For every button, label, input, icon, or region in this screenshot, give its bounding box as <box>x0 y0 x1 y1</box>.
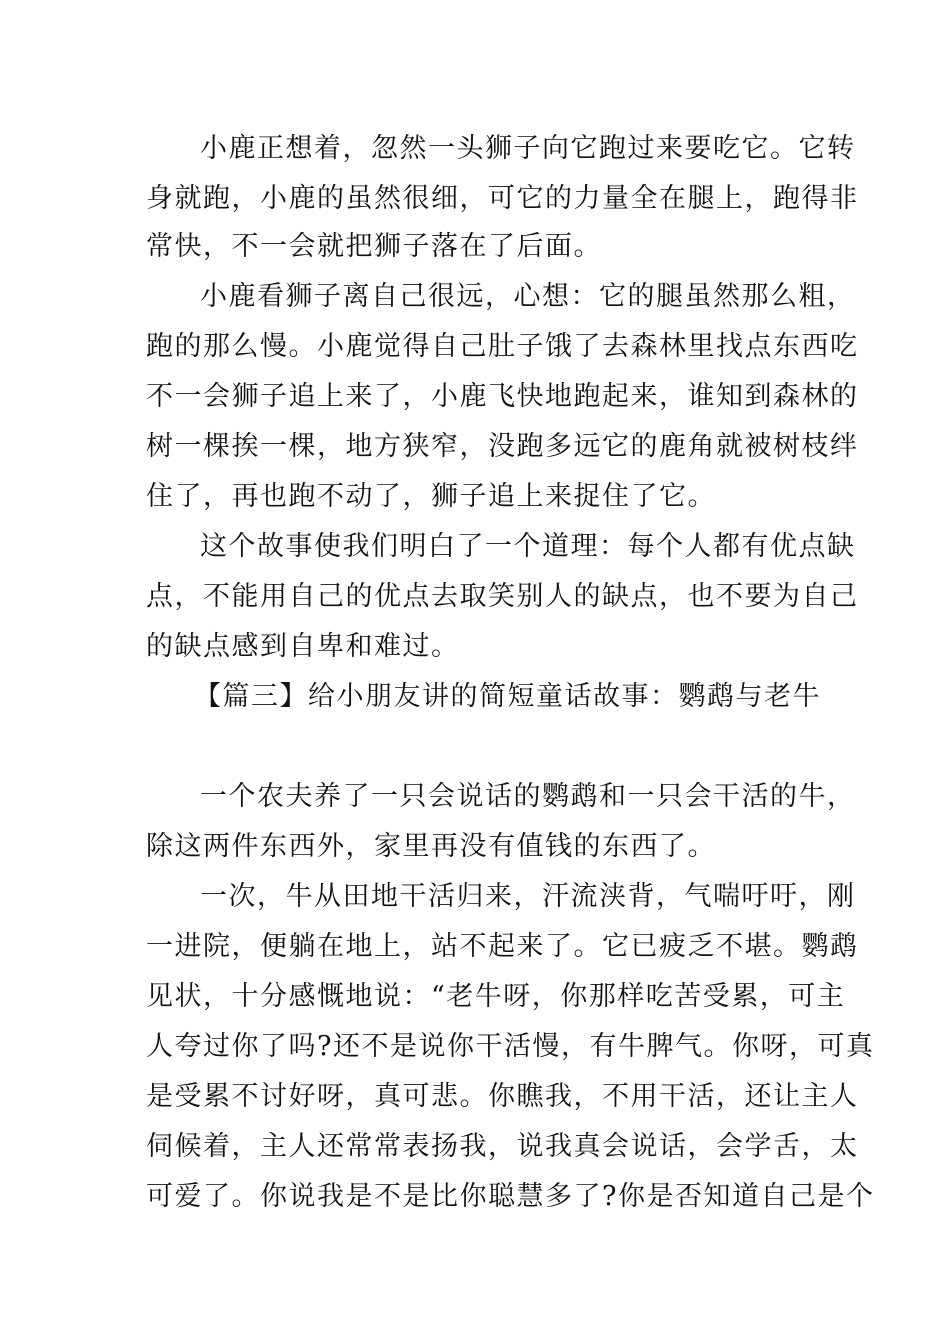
text-line: 人夸过你了吗?还不是说你干活慢，有牛脾气。你呀，可真 <box>146 1031 875 1062</box>
text-line: 这个故事使我们明白了一个道理：每个人都有优点缺 <box>200 531 856 562</box>
text-line: 住了，再也跑不动了，狮子追上来捉住了它。 <box>146 481 716 512</box>
text-line: 常快，不一会就把狮子落在了后面。 <box>146 231 602 262</box>
text-line: 跑的那么慢。小鹿觉得自己肚子饿了去森林里找点东西吃 <box>146 331 859 362</box>
text-line: 一进院，便躺在地上，站不起来了。它已疲乏不堪。鹦鹉 <box>146 931 859 962</box>
section-heading: 【篇三】给小朋友讲的简短童话故事：鹦鹉与老牛 <box>194 681 821 712</box>
text-line: 一次，牛从田地干活归来，汗流浃背，气喘吁吁，刚 <box>200 881 856 912</box>
text-line: 一个农夫养了一只会说话的鹦鹉和一只会干活的牛， <box>200 781 856 812</box>
text-line: 点，不能用自己的优点去取笑别人的缺点，也不要为自己 <box>146 581 859 612</box>
text-line: 小鹿看狮子离自己很远，心想：它的腿虽然那么粗， <box>200 281 856 312</box>
text-line: 不一会狮子追上来了，小鹿飞快地跑起来，谁知到森林的 <box>146 381 859 412</box>
text-line: 除这两件东西外，家里再没有值钱的东西了。 <box>146 831 716 862</box>
text-line: 身就跑，小鹿的虽然很细，可它的力量全在腿上，跑得非 <box>146 183 859 214</box>
text-line: 可爱了。你说我是不是比你聪慧多了?你是否知道自己是个 <box>146 1181 875 1212</box>
text-line: 是受累不讨好呀，真可悲。你瞧我，不用干活，还让主人 <box>146 1081 859 1112</box>
text-line: 的缺点感到自卑和难过。 <box>146 631 460 662</box>
text-line: 见状，十分感慨地说：“老牛呀，你那样吃苦受累，可主 <box>146 981 846 1012</box>
text-line: 树一棵挨一棵，地方狭窄，没跑多远它的鹿角就被树枝绊 <box>146 431 859 462</box>
text-line: 小鹿正想着，忽然一头狮子向它跑过来要吃它。它转 <box>200 133 856 164</box>
text-line: 伺候着，主人还常常表扬我，说我真会说话，会学舌，太 <box>146 1131 859 1162</box>
